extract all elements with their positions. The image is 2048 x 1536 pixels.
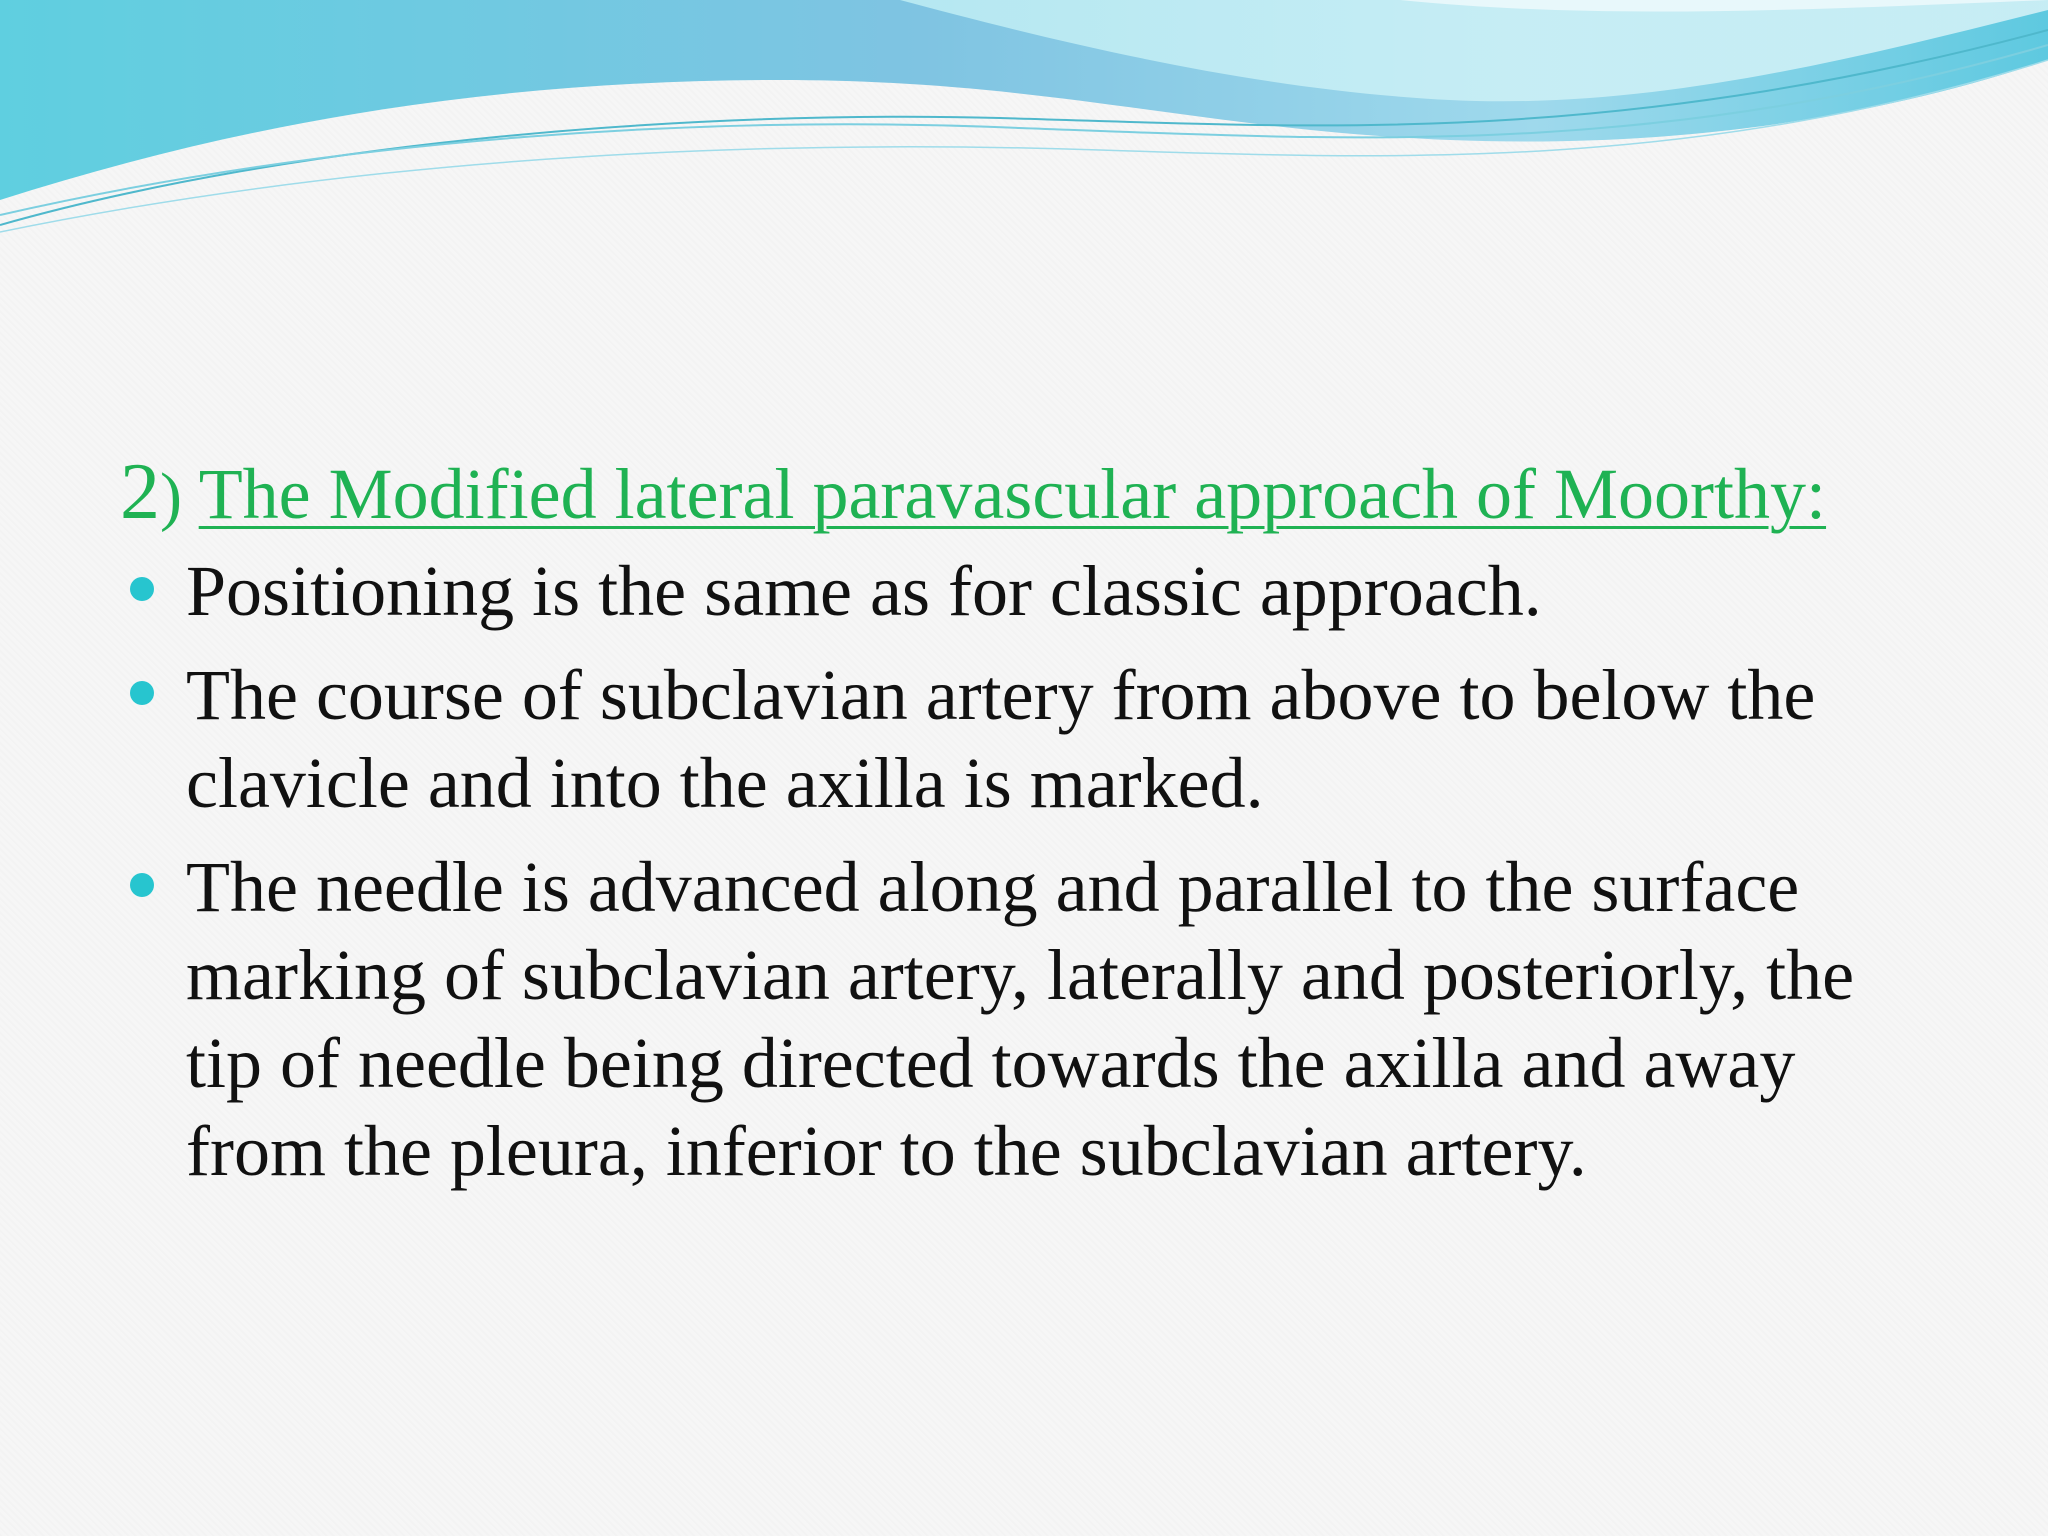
slide-content	[120, 448, 1940, 1211]
bullet-text: The course of subclavian artery from above to below the clavicle and into the axilla is marked.	[186, 655, 1816, 823]
heading-paren: )	[160, 460, 182, 533]
bullet-item	[120, 843, 1940, 1195]
bullet-dot-icon	[130, 873, 154, 897]
bullet-list	[120, 547, 1940, 1195]
heading-number: 2	[120, 448, 160, 536]
heading-title: The Modified lateral paravascular approach of Moorthy:	[198, 454, 1827, 534]
decorative-wave-banner	[0, 0, 2048, 240]
bullet-dot-icon	[130, 681, 154, 705]
bullet-text: The needle is advanced along and parallel to the surface marking of subclavian artery, laterally and posteriorly, the tip of needle being directed towards the axilla and away from the pleura, inferior to the subclavian artery.	[186, 847, 1855, 1191]
bullet-dot-icon	[130, 577, 154, 601]
section-heading	[120, 448, 1940, 541]
bullet-text: Positioning is the same as for classic approach.	[186, 551, 1542, 631]
bullet-item	[120, 547, 1940, 635]
bullet-item	[120, 651, 1940, 827]
